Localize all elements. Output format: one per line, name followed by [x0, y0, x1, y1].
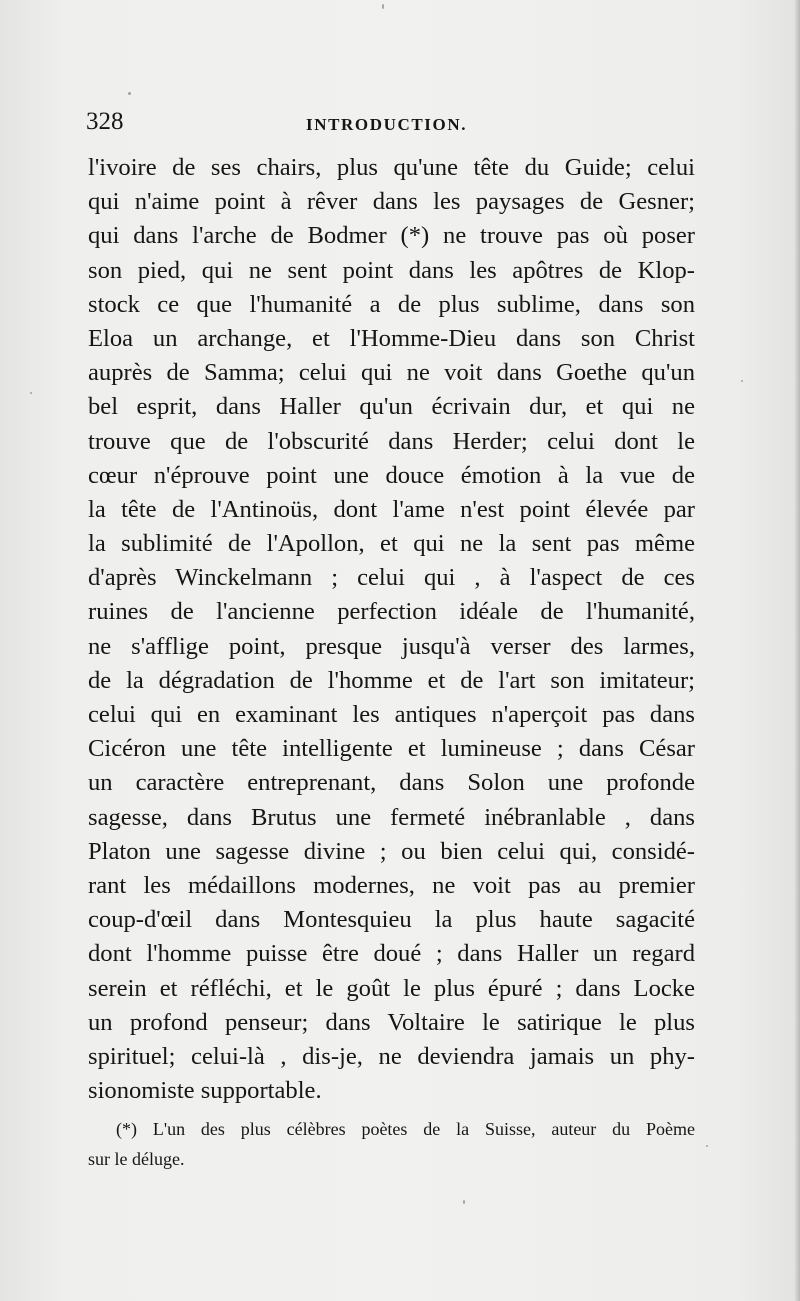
- text-line: Eloa un archange, et l'Homme-Dieu dans son Christ: [88, 324, 695, 352]
- text-line: d'après Winckelmann ; celui qui , à l'aspect de ces: [88, 564, 695, 592]
- text-line: sagesse, dans Brutus une fermeté inébranlable , dans: [88, 803, 695, 831]
- text-line: de la dégradation de l'homme et de l'art son imitateur;: [88, 666, 695, 694]
- footnote-line: (*) L'un des plus célèbres poètes de la Suisse, auteur du Poème: [116, 1119, 695, 1139]
- text-line: sionomiste supportable.: [88, 1077, 322, 1105]
- text-line: la tête de l'Antinoüs, dont l'ame n'est point élevée par: [88, 495, 695, 523]
- text-line: ruines de l'ancienne perfection idéale de l'humanité,: [88, 598, 695, 626]
- text-line: coup-d'œil dans Montesquieu la plus haute sagacité: [88, 906, 695, 934]
- ink-speck: [128, 92, 131, 95]
- ink-speck: [30, 392, 32, 394]
- text-line: cœur n'éprouve point une douce émotion à la vue de: [88, 461, 695, 489]
- text-line: rant les médaillons modernes, ne voit pas au premier: [88, 871, 695, 899]
- text-line: son pied, qui ne sent point dans les apôtres de Klop-: [88, 256, 695, 284]
- text-line: la sublimité de l'Apollon, et qui ne la sent pas même: [88, 530, 695, 558]
- ink-speck: [706, 1145, 708, 1147]
- text-line: trouve que de l'obscurité dans Herder; celui dont le: [88, 427, 695, 455]
- text-line: dont l'homme puisse être doué ; dans Haller un regard: [88, 940, 695, 968]
- text-line: auprès de Samma; celui qui ne voit dans Goethe qu'un: [88, 359, 695, 387]
- footnote: [88, 1114, 695, 1174]
- text-line: un profond penseur; dans Voltaire le satirique le plus: [88, 1008, 695, 1036]
- text-line: ne s'afflige point, presque jusqu'à verser des larmes,: [88, 632, 695, 660]
- text-line: stock ce que l'humanité a de plus sublime, dans son: [88, 290, 695, 318]
- text-line: serein et réfléchi, et le goût le plus épuré ; dans Locke: [88, 974, 695, 1002]
- text-line: celui qui en examinant les antiques n'aperçoit pas dans: [88, 701, 695, 728]
- page-edge-shadow: [794, 0, 800, 1301]
- text-line: qui dans l'arche de Bodmer (*) ne trouve pas où poser: [88, 222, 695, 250]
- text-line: l'ivoire de ses chairs, plus qu'une tête du Guide; celui: [88, 154, 695, 181]
- text-line: bel esprit, dans Haller qu'un écrivain dur, et qui ne: [88, 393, 695, 421]
- text-line: spirituel; celui-là , dis-je, ne deviendra jamais un phy-: [88, 1042, 695, 1070]
- text-line: Cicéron une tête intelligente et lumineuse ; dans César: [88, 735, 695, 763]
- footnote-line: sur le déluge.: [88, 1149, 185, 1169]
- body-text: [88, 151, 695, 1108]
- page-header: [86, 108, 706, 144]
- text-line: Platon une sagesse divine ; ou bien celui qui, considé-: [88, 837, 695, 865]
- page-number: 328: [86, 108, 124, 135]
- ink-speck: [741, 380, 743, 382]
- text-line: qui n'aime point à rêver dans les paysages de Gesner;: [88, 188, 695, 216]
- running-title: INTRODUCTION.: [306, 115, 468, 134]
- ink-speck: [463, 1200, 465, 1204]
- ink-speck: [382, 4, 384, 9]
- text-line: un caractère entreprenant, dans Solon une profonde: [88, 769, 695, 797]
